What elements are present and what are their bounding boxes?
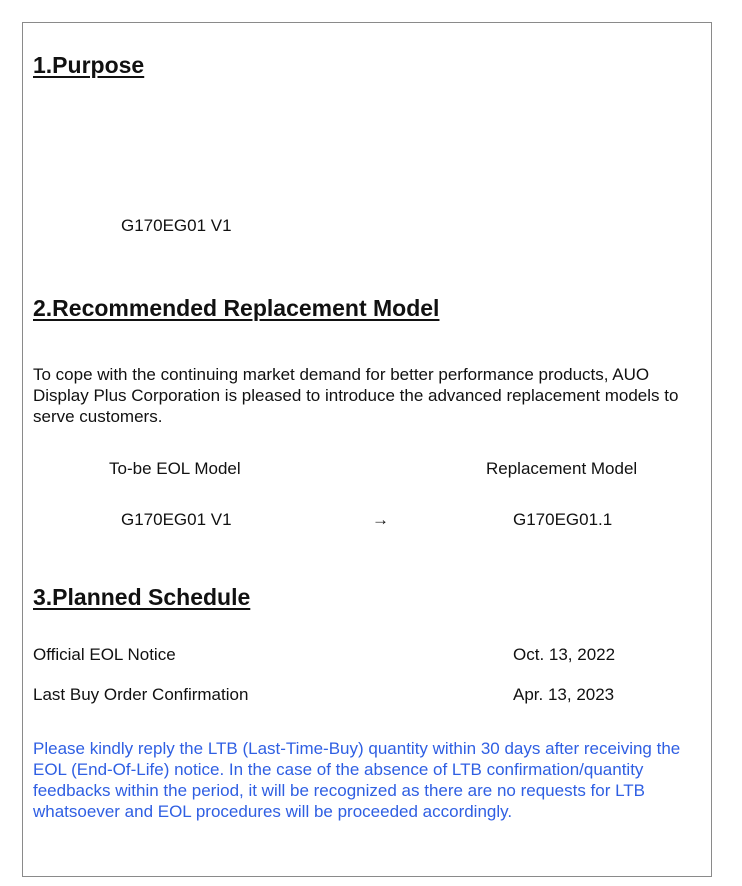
schedule-row-label: Last Buy Order Confirmation bbox=[33, 685, 249, 704]
replacement-column-header: Replacement Model bbox=[486, 459, 638, 478]
eol-model-value: G170EG01 V1 bbox=[121, 510, 232, 529]
schedule-row-date: Apr. 13, 2023 bbox=[513, 685, 615, 704]
ltb-notice: Please kindly reply the LTB (Last-Time-Buy) quantity within 30 days after receiving the EOL (End-Of-Life) notice. In the case of the absence of LTB confirmation/quantity feedbacks within the period, it will be recognized as there are no requests for LTB whatsoever and EOL procedures will be proceeded accordingly. bbox=[33, 739, 681, 821]
schedule-row-date: Oct. 13, 2022 bbox=[513, 645, 616, 664]
replacement-intro: To cope with the continuing market demand for better performance products, AUO Display Plus Corporation is pleased to introduce the advanced replacement models to serve customers. bbox=[33, 365, 679, 426]
schedule-row-label: Official EOL Notice bbox=[33, 645, 176, 664]
right-arrow-icon: → bbox=[372, 510, 389, 529]
schedule-heading: 3.Planned Schedule bbox=[33, 584, 251, 610]
replacement-model-value: G170EG01.1 bbox=[513, 510, 613, 529]
purpose-model: G170EG01 V1 bbox=[121, 216, 232, 235]
replacement-heading: 2.Recommended Replacement Model bbox=[33, 295, 440, 321]
purpose-heading: 1.Purpose bbox=[33, 52, 145, 78]
eol-column-header: To-be EOL Model bbox=[109, 459, 241, 478]
